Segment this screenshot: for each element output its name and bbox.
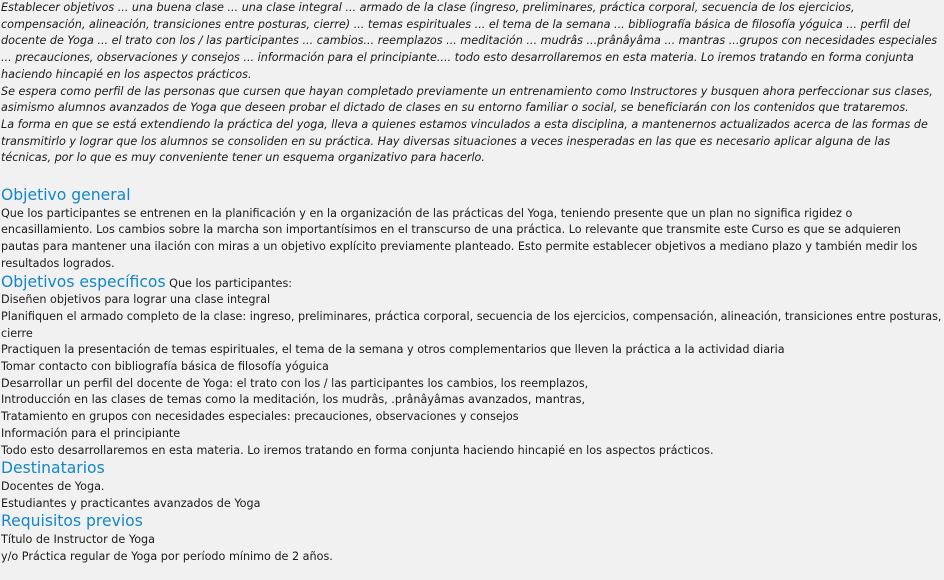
list-item: Título de Instructor de Yoga: [1, 533, 155, 547]
list-item: Información para el principiante: [1, 426, 181, 440]
list-item: Introducción en las clases de temas como la meditación, los mudrâs, .prânâyâmas avanzados, mantras,: [1, 393, 586, 407]
list-item: y/o Práctica regular de Yoga por período mínimo de 2 años.: [1, 549, 333, 563]
destinatarios-heading: Destinatarios: [1, 459, 105, 478]
list-item: Diseñen objetivos para lograr una clase integral: [1, 293, 271, 307]
list-item: Estudiantes y practicantes avanzados de Yoga: [1, 496, 261, 510]
list-item: Desarrollar un perfil del docente de Yoga: el trato con los / las participantes los cambios, los reemplazos,: [1, 376, 589, 390]
intro-paragraph-1: Establecer objetivos ... una buena clase ... una clase integral ... armado de la clase (ingreso, preliminares, práctica corporal, secuencia de los ejercicios, compensación, alineación, transiciones entre posturas, cierre) ... temas espirituales ... el tema de la semana ... bibliografía básica de filosofía yóguica ... perfil del docente de Yoga ... el trato con los / las participantes ... cambios... reemplazos ... meditación ... mudrâs ...prânâyâma ... mantras ...grupos con necesidades especiales ... precauciones, observaciones y consejos ... información para el principiante.... todo esto desarrollaremos en esta materia. Lo iremos tratando en forma conjunta haciendo hincapié en los aspectos prácticos.: [1, 1, 938, 81]
requisitos-previos-heading: Requisitos previos: [1, 512, 143, 531]
list-item: Planifiquen el armado completo de la clase: ingreso, preliminares, práctica corporal, secuencia de los ejercicios, compensación, alineación, transiciones entre posturas, cierre: [1, 309, 942, 340]
objetivos-especificos-lead: Que los participantes:: [169, 276, 293, 290]
intro-text: [1, 0, 942, 167]
intro-paragraph-2: Se espera como perfil de las personas que cursen que hayan completado previamente un entrenamiento como Instructores y busquen ahora perfeccionar sus clases, asimismo alumnos avanzados de Yoga que deseen probar el dictado de clases en su entorno familiar o social, se beneficiarán con los contenidos que trataremos.: [1, 84, 933, 115]
objetivos-especificos-heading-line: [1, 273, 942, 293]
objetivo-general-text: Que los participantes se entrenen en la planificación y en la organización de las prácticas del Yoga, teniendo presente que un plan no significa rigidez o encasillamiento. Los cambios sobre la marcha son importantísimos en el transcurso de una práctica. Lo relevante que transmite este Curso es que se adquieren pautas para mantener una ilación con miras a un objetivo explícito previamente planteado. Esto permite establecer objetivos a mediano plazo y también medir los resultados logrados.: [1, 206, 918, 270]
objetivos-especificos-section: [1, 273, 942, 460]
list-item: Todo esto desarrollaremos en esta materia. Lo iremos tratando en forma conjunta haciendo hincapié en los aspectos prácticos.: [1, 443, 714, 457]
list-item: Practiquen la presentación de temas espirituales, el tema de la semana y otros complementarios que lleven la práctica a la actividad diaria: [1, 343, 785, 357]
objetivos-especificos-heading: Objetivos específicos: [1, 272, 166, 291]
list-item: Docentes de Yoga.: [1, 479, 105, 493]
list-item: Tratamiento en grupos con necesidades especiales: precauciones, observaciones y consejos: [1, 410, 519, 424]
objetivo-general-section: [1, 186, 942, 273]
destinatarios-section: [1, 459, 942, 512]
requisitos-previos-section: [1, 512, 942, 565]
intro-paragraph-3: La forma en que se está extendiendo la práctica del yoga, lleva a quienes estamos vinculados a esta disciplina, a mantenernos actualizados acerca de las formas de transmitirlo y lograr que los alumnos se consoliden en su práctica. Hay diversas situaciones a veces inesperadas en las que es necesario aplicar alguna de las técnicas, por lo que es muy conveniente tener un esquema organizativo para hacerlo.: [1, 117, 928, 165]
list-item: Tomar contacto con bibliografía básica de filosofía yóguica: [1, 360, 329, 374]
objetivo-general-heading: Objetivo general: [1, 186, 131, 205]
